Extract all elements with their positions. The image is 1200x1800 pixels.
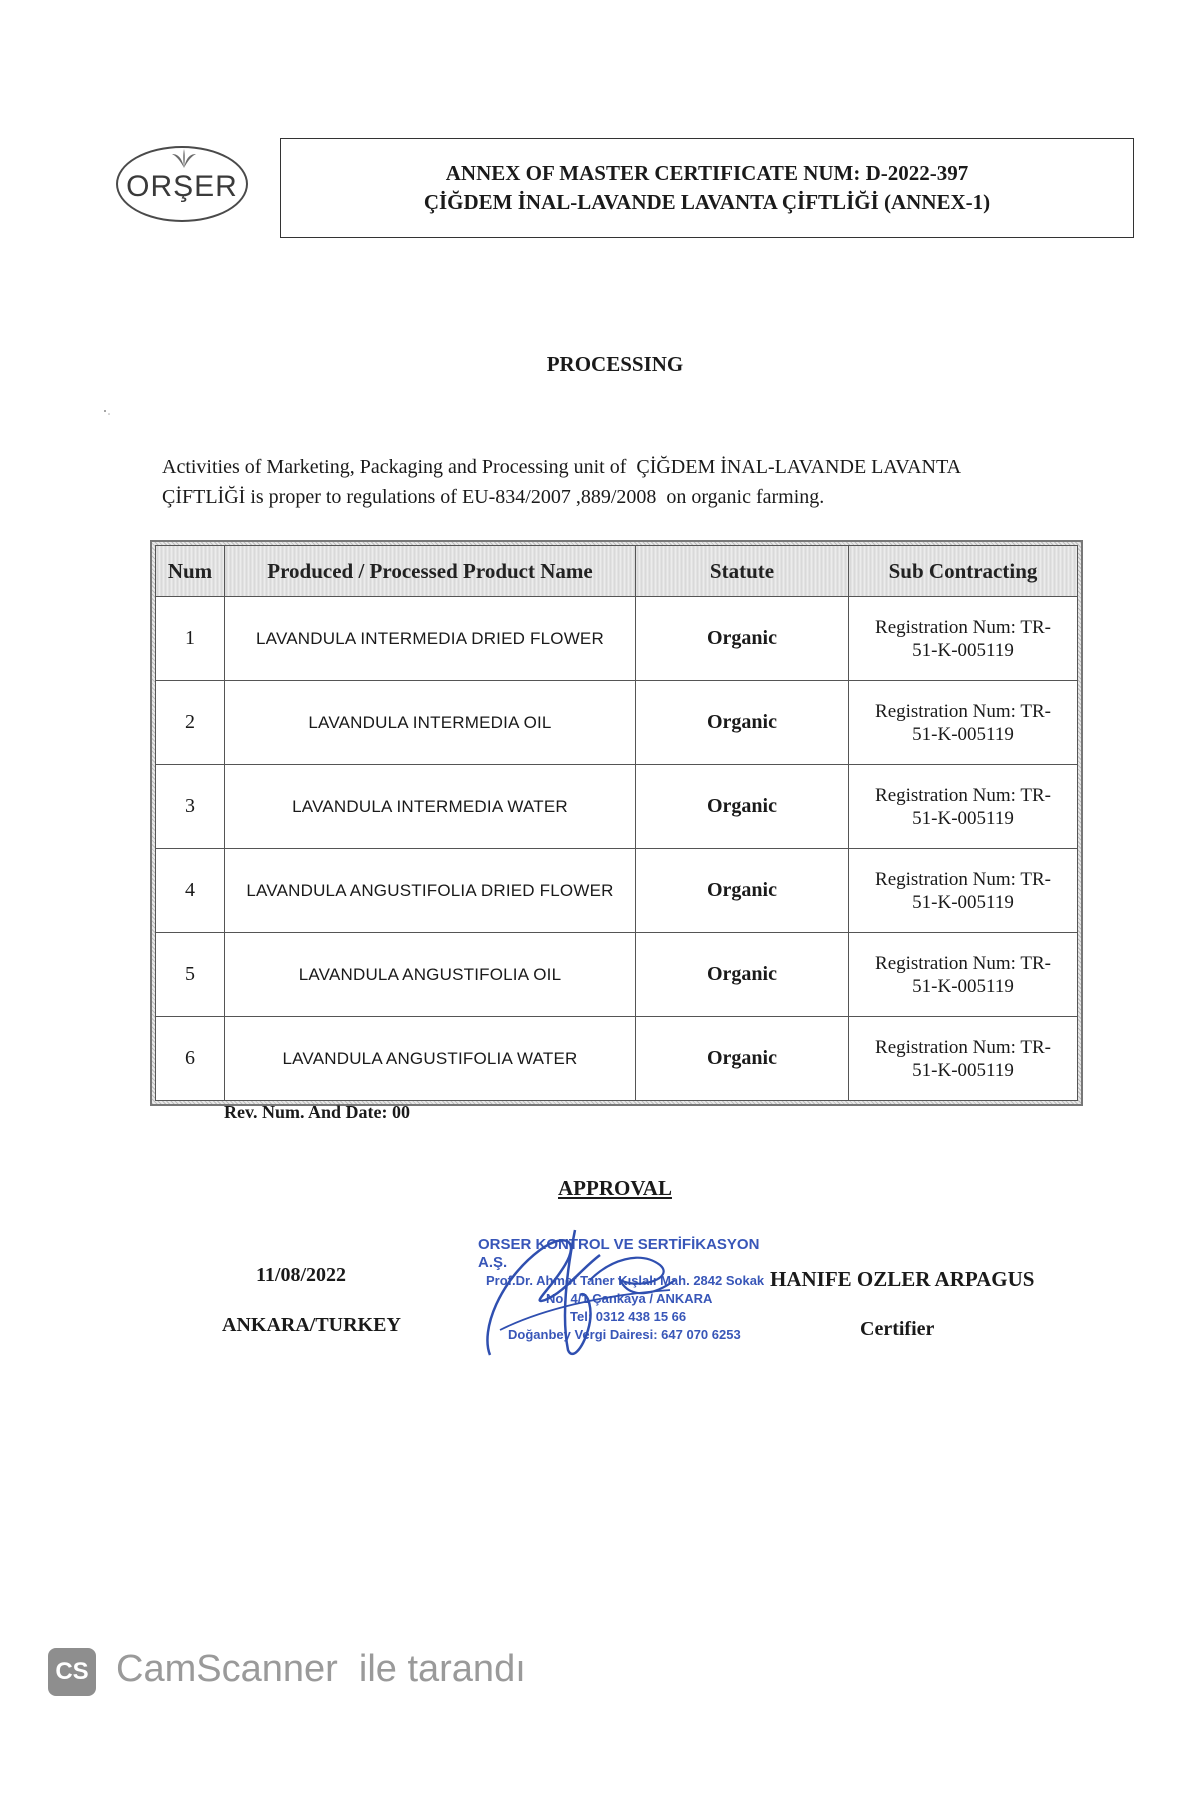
stamp-line-5: Doğanbey Vergi Dairesi: 647 070 6253: [508, 1327, 741, 1342]
row-product: LAVANDULA ANGUSTIFOLIA WATER: [225, 1017, 636, 1101]
table-row: [156, 849, 1078, 933]
signer-name: HANIFE OZLER ARPAGUS: [770, 1267, 1035, 1291]
row-num: 2: [156, 681, 225, 765]
sub-line-1: Registration Num: TR-: [875, 616, 1051, 638]
row-sub-contracting: [849, 681, 1078, 765]
approval-date: 11/08/2022: [256, 1264, 347, 1286]
row-statute: Organic: [636, 681, 849, 765]
leaf-icon: [170, 148, 198, 170]
signer-role: Certifier: [860, 1318, 935, 1340]
row-product: LAVANDULA ANGUSTIFOLIA DRIED FLOWER: [225, 849, 636, 933]
sub-line-1: Registration Num: TR-: [875, 784, 1051, 806]
row-num: 6: [156, 1017, 225, 1101]
sub-line-1: Registration Num: TR-: [875, 868, 1051, 890]
header-line-2: ÇİĞDEM İNAL-LAVANDE LAVANTA ÇİFTLİĞİ (ANNEX-1): [423, 190, 991, 214]
row-statute: Organic: [636, 765, 849, 849]
row-product: LAVANDULA ANGUSTIFOLIA OIL: [225, 933, 636, 1017]
row-sub-contracting: [849, 765, 1078, 849]
signature-icon: [470, 1210, 700, 1360]
table-row: [156, 765, 1078, 849]
scan-speck-icon: [102, 405, 112, 415]
stamp-line-3: No. 4/1 Çankaya / ANKARA: [546, 1291, 713, 1306]
revision-note: Rev. Num. And Date: 00: [224, 1102, 411, 1122]
row-sub-contracting: [849, 1017, 1078, 1101]
sub-line-2: 51-K-005119: [912, 639, 1014, 661]
table-header-row: [156, 546, 1078, 597]
row-statute: Organic: [636, 933, 849, 1017]
sub-line-2: 51-K-005119: [912, 1059, 1014, 1081]
stamp-line-1: ORSER KONTROL VE SERTİFİKASYON A.Ş.: [478, 1236, 760, 1271]
row-sub-contracting: [849, 849, 1078, 933]
row-statute: Organic: [636, 1017, 849, 1101]
camscanner-icon: CS: [48, 1648, 96, 1696]
camscanner-watermark: CamScanner ile tarandı: [116, 1648, 526, 1690]
row-product: LAVANDULA INTERMEDIA DRIED FLOWER: [225, 597, 636, 681]
table-row: [156, 597, 1078, 681]
row-statute: Organic: [636, 849, 849, 933]
certificate-header: [280, 138, 1134, 238]
intro-line-2: ÇİFTLİĞİ is proper to regulations of EU-834/2007 ,889/2008 on organic farming.: [162, 486, 825, 508]
row-num: 4: [156, 849, 225, 933]
approval-place: ANKARA/TURKEY: [222, 1314, 401, 1336]
header-statute: Statute: [636, 546, 849, 597]
table-row: [156, 933, 1078, 1017]
header-product: Produced / Processed Product Name: [225, 546, 636, 597]
sub-line-2: 51-K-005119: [912, 807, 1014, 829]
orser-logo: [116, 146, 248, 222]
row-product: LAVANDULA INTERMEDIA WATER: [225, 765, 636, 849]
sub-line-1: Registration Num: TR-: [875, 952, 1051, 974]
sub-line-2: 51-K-005119: [912, 891, 1014, 913]
sub-line-2: 51-K-005119: [912, 975, 1014, 997]
sub-line-1: Registration Num: TR-: [875, 700, 1051, 722]
header-line-1: ANNEX OF MASTER CERTIFICATE NUM: D-2022-397: [445, 161, 969, 185]
row-num: 3: [156, 765, 225, 849]
row-sub-contracting: [849, 933, 1078, 1017]
logo-text: ORŞER: [126, 170, 238, 203]
sub-line-1: Registration Num: TR-: [875, 1036, 1051, 1058]
row-product: LAVANDULA INTERMEDIA OIL: [225, 681, 636, 765]
row-num: 5: [156, 933, 225, 1017]
product-table-frame: [150, 540, 1083, 1106]
header-sub-contracting: Sub Contracting: [849, 546, 1078, 597]
approval-title: APPROVAL: [558, 1176, 672, 1200]
intro-line-1: Activities of Marketing, Packaging and Processing unit of ÇİĞDEM İNAL-LAVANDE LAVANTA: [162, 456, 962, 478]
header-num: Num: [156, 546, 225, 597]
row-sub-contracting: [849, 597, 1078, 681]
table-row: [156, 1017, 1078, 1101]
sub-line-2: 51-K-005119: [912, 723, 1014, 745]
intro-paragraph: [162, 452, 1082, 512]
product-table: [155, 545, 1078, 1101]
section-title: PROCESSING: [546, 352, 684, 376]
table-row: [156, 681, 1078, 765]
row-statute: Organic: [636, 597, 849, 681]
row-num: 1: [156, 597, 225, 681]
stamp-line-4: Tel: 0312 438 15 66: [570, 1309, 687, 1324]
stamp-line-2: Prof.Dr. Ahmet Taner Kışlalı Mah. 2842 Sokak: [486, 1273, 765, 1288]
